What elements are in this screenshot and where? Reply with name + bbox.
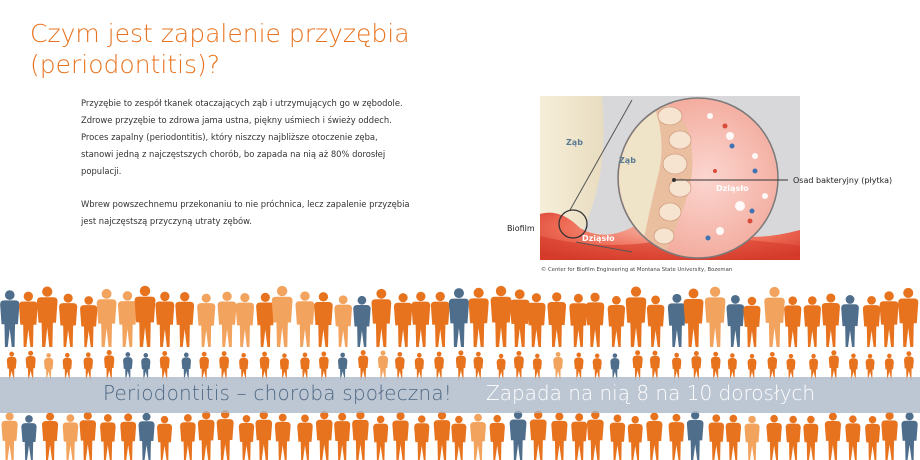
person-silhouette: [415, 353, 424, 380]
person-silhouette: [0, 290, 19, 347]
person-silhouette: [236, 293, 254, 347]
person-silhouette: [530, 411, 547, 460]
person-silhouette: [669, 414, 685, 460]
person-silhouette: [863, 296, 880, 347]
person-silhouette: [431, 292, 450, 347]
person-silhouette: [470, 414, 486, 460]
person-silhouette: [449, 288, 469, 347]
person-silhouette: [120, 413, 136, 460]
banner-right-text: Zapada na nią 8 na 10 dorosłych: [486, 381, 816, 405]
person-silhouette: [514, 351, 524, 380]
person-silhouette: [334, 413, 350, 460]
person-silhouette: [155, 292, 174, 347]
person-silhouette: [650, 351, 660, 380]
person-silhouette: [434, 352, 444, 380]
label-tooth-inner: Ząb: [619, 156, 636, 165]
intro-text: [81, 95, 411, 246]
intro-paragraph-1: Przyzębie to zespół tkanek otaczających ząb i utrzymujących go w zębodole. Zdrowe przyzębie to zdrowa jama ustna, piękny uśmiech i świeży oddech. Proces zapalny (periodontitis), który niszczy najbliższe otoczenie zęba, stanowi jedną z najczęstszych chorób, bo zapada na nią aż 80% dorosłej populacji.: [81, 98, 403, 176]
crowd-row-2: [0, 350, 920, 380]
person-silhouette: [219, 351, 229, 380]
person-silhouette: [784, 296, 801, 347]
biofilm-illustration: [540, 96, 800, 260]
person-silhouette: [37, 286, 58, 347]
person-silhouette: [59, 294, 77, 347]
person-silhouette: [829, 350, 839, 380]
person-silhouette: [104, 350, 114, 380]
person-silhouette: [705, 287, 726, 347]
person-silhouette: [904, 351, 914, 380]
person-silhouette: [687, 411, 704, 460]
person-silhouette: [628, 416, 643, 460]
person-silhouette: [316, 411, 333, 460]
person-silhouette: [353, 296, 370, 347]
label-biofilm: Biofilm: [507, 224, 535, 233]
person-silhouette: [865, 416, 880, 460]
person-silhouette: [378, 351, 388, 380]
person-silhouette: [571, 413, 587, 460]
person-silhouette: [743, 297, 760, 347]
person-silhouette: [668, 294, 686, 347]
title-line-2: (periodontitis)?: [30, 50, 221, 79]
label-tooth-outer: Ząb: [566, 138, 583, 147]
person-silhouette: [19, 292, 38, 347]
banner-left-text: Periodontitis – choroba społeczna!: [103, 381, 453, 405]
person-silhouette: [239, 353, 248, 380]
person-silhouette: [764, 287, 784, 347]
person-silhouette: [803, 416, 818, 460]
person-silhouette: [768, 352, 778, 380]
person-silhouette: [553, 352, 563, 380]
person-silhouette: [822, 293, 840, 347]
person-silhouette: [157, 416, 172, 460]
person-silhouette: [709, 414, 725, 460]
person-silhouette: [766, 415, 781, 460]
person-silhouette: [610, 353, 619, 380]
person-silhouette: [469, 288, 489, 347]
person-silhouette: [633, 350, 643, 380]
person-silhouette: [456, 350, 466, 380]
person-silhouette: [260, 352, 270, 380]
tooth-gum-diagram: [540, 96, 800, 260]
person-silhouette: [551, 412, 567, 460]
person-silhouette: [898, 288, 918, 347]
person-silhouette: [727, 295, 745, 347]
person-silhouette: [42, 413, 58, 460]
person-silhouette: [255, 411, 272, 460]
person-silhouette: [547, 292, 566, 347]
person-silhouette: [338, 353, 347, 380]
person-silhouette: [392, 412, 408, 460]
person-silhouette: [527, 293, 545, 347]
person-silhouette: [63, 353, 72, 380]
person-silhouette: [371, 289, 391, 347]
person-silhouette: [711, 352, 721, 380]
person-silhouette: [586, 293, 604, 347]
person-silhouette: [491, 286, 512, 347]
person-silhouette: [358, 350, 368, 380]
person-silhouette: [197, 294, 215, 347]
person-silhouette: [728, 353, 737, 380]
person-silhouette: [1, 412, 17, 460]
crowd-row-1: [0, 285, 920, 347]
person-silhouette: [684, 289, 704, 347]
person-silhouette: [804, 296, 821, 347]
person-silhouette: [141, 353, 150, 380]
person-silhouette: [608, 296, 625, 347]
person-silhouette: [647, 295, 665, 347]
person-silhouette: [569, 294, 587, 347]
person-silhouette: [272, 286, 293, 347]
person-silhouette: [275, 414, 291, 460]
person-silhouette: [295, 291, 314, 347]
person-silhouette: [239, 415, 254, 460]
person-silhouette: [63, 414, 79, 460]
person-silhouette: [394, 293, 412, 347]
person-silhouette: [574, 353, 583, 380]
person-silhouette: [451, 416, 466, 460]
person-silhouette: [44, 353, 53, 380]
person-silhouette: [319, 352, 329, 380]
person-silhouette: [26, 351, 36, 380]
person-silhouette: [691, 351, 701, 380]
person-silhouette: [314, 292, 333, 347]
person-silhouette: [610, 415, 625, 460]
person-silhouette: [218, 292, 237, 347]
person-silhouette: [395, 352, 405, 380]
person-silhouette: [100, 414, 116, 460]
person-silhouette: [280, 353, 289, 380]
person-silhouette: [334, 295, 352, 347]
person-silhouette: [135, 286, 156, 347]
person-silhouette: [80, 412, 96, 460]
person-silhouette: [180, 414, 196, 460]
person-silhouette: [510, 411, 527, 460]
person-silhouette: [118, 291, 137, 347]
person-silhouette: [672, 353, 681, 380]
person-silhouette: [825, 413, 841, 460]
title-line-1: Czym jest zapalenie przyzębia: [30, 19, 410, 48]
figure-credit: © Center for Biofilm Engineering at Montana State University, Bozeman: [541, 267, 733, 273]
person-silhouette: [352, 411, 369, 460]
label-gum-outer: Dziąsło: [582, 234, 615, 243]
page-title: [30, 18, 490, 80]
person-silhouette: [84, 352, 93, 380]
person-silhouette: [297, 414, 312, 460]
label-plaque: Osad bakteryjny (płytka): [793, 176, 893, 185]
person-silhouette: [626, 287, 647, 347]
person-silhouette: [182, 353, 191, 380]
person-silhouette: [217, 410, 234, 460]
person-silhouette: [745, 416, 760, 460]
person-silhouette: [881, 412, 897, 460]
person-silhouette: [123, 352, 132, 380]
person-silhouette: [845, 415, 860, 460]
person-silhouette: [97, 289, 117, 347]
person-silhouette: [786, 416, 801, 460]
person-silhouette: [474, 352, 484, 380]
person-silhouette: [7, 352, 17, 380]
person-silhouette: [414, 415, 429, 460]
person-silhouette: [841, 295, 859, 347]
person-silhouette: [510, 289, 530, 347]
person-silhouette: [198, 411, 215, 460]
person-silhouette: [373, 416, 388, 460]
intro-paragraph-2: Wbrew powszechnemu przekonaniu to nie próchnica, lecz zapalenie przyzębia jest najczęstszą przyczyną utraty zębów.: [81, 199, 410, 226]
person-silhouette: [726, 415, 741, 460]
person-silhouette: [490, 415, 505, 460]
person-silhouette: [199, 352, 209, 380]
label-gum-inner: Dziąsło: [716, 184, 749, 193]
person-silhouette: [587, 411, 604, 460]
person-silhouette: [901, 412, 917, 460]
person-silhouette: [411, 292, 430, 347]
person-silhouette: [300, 353, 309, 380]
person-silhouette: [175, 292, 194, 347]
person-silhouette: [80, 296, 97, 347]
crowd-row-3: [0, 410, 920, 460]
person-silhouette: [21, 415, 36, 460]
person-silhouette: [880, 291, 899, 347]
person-silhouette: [434, 411, 451, 460]
person-silhouette: [160, 351, 170, 380]
person-silhouette: [139, 413, 155, 460]
person-silhouette: [646, 413, 662, 460]
